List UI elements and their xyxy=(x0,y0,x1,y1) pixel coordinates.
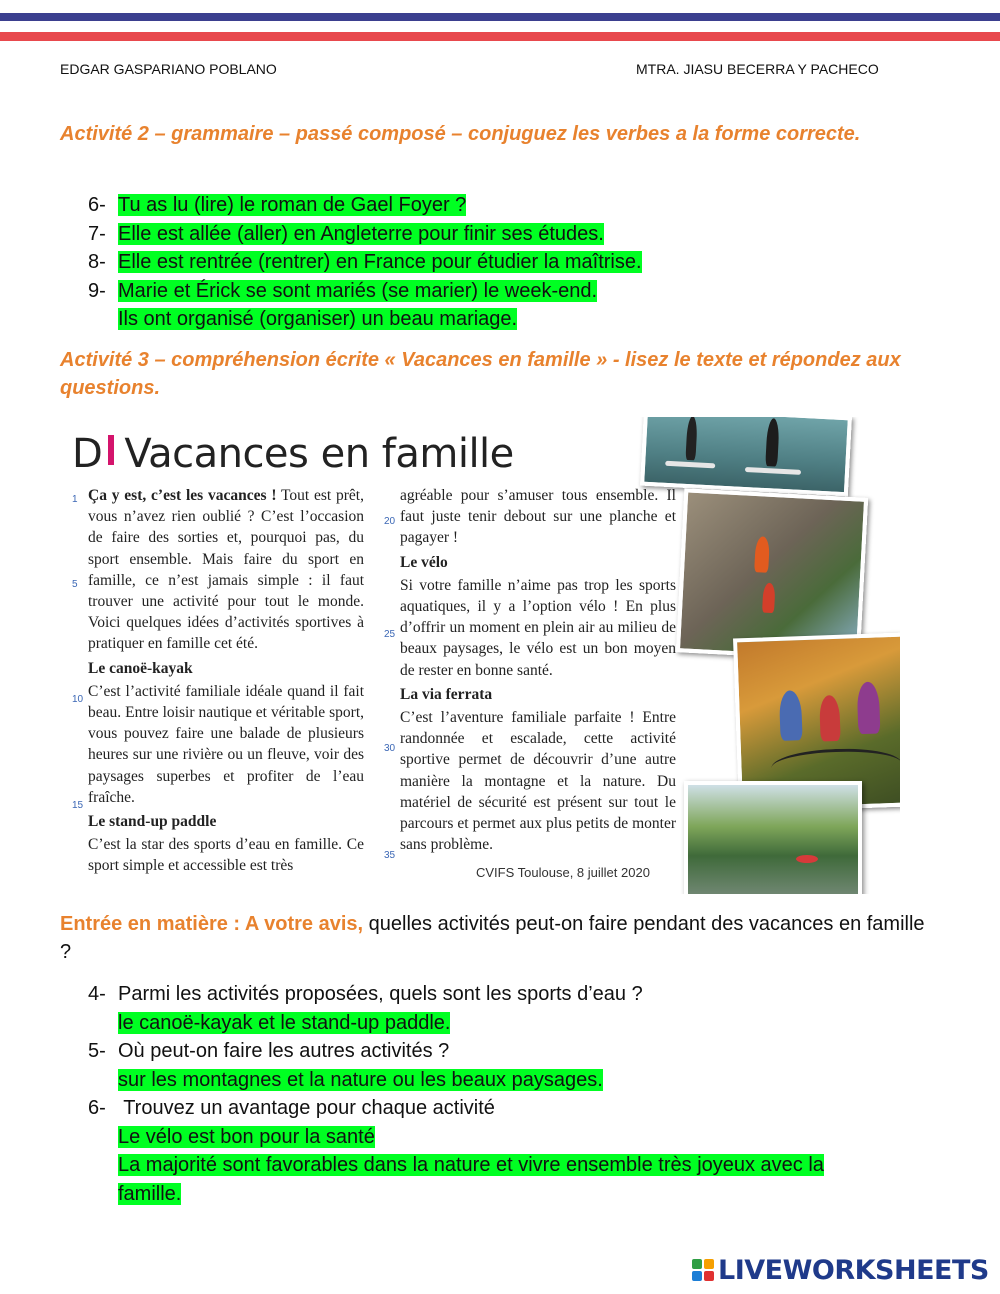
list-item: 8- Elle est rentrée (rentrer) en France pour étudier la maîtrise. xyxy=(88,251,642,273)
list-item: 6- Tu as lu (lire) le roman de Gael Foyer ? xyxy=(88,194,467,216)
list-item: 7- Elle est allée (aller) en Angleterre pour finir ses études. xyxy=(88,222,604,245)
list-item: 9- Marie et Érick se sont mariés (se marier) le week-end. xyxy=(88,279,598,302)
answer-highlight[interactable]: famille. xyxy=(118,1182,182,1205)
answer-line xyxy=(88,1151,968,1180)
answer-highlight[interactable]: le canoë-kayak et le stand-up paddle. xyxy=(118,1011,451,1034)
answer-line xyxy=(88,1123,968,1152)
student-name: EDGAR GASPARIANO POBLANO xyxy=(60,61,277,77)
answer-line xyxy=(88,1180,968,1209)
list-item: 6- Trouvez un avantage pour chaque activité xyxy=(88,1097,495,1119)
list-item-continuation xyxy=(88,305,968,334)
paragraph-velo: Si votre famille n’aime pas trop les sports aquatiques, il y a l’option vélo ! En plus d’offrir un moment en plein air au milieu de beaux paysages, le vélo est un bon moyen de rester en bonne santé. xyxy=(400,576,676,679)
heading-paddle: Le stand-up paddle xyxy=(88,813,217,831)
answer-highlight[interactable]: Marie et Érick se sont mariés (se marier) le week-end. xyxy=(118,279,598,302)
paragraph-paddle-cont: agréable pour s’amuser tous ensemble. Il faut juste tenir debout sur une planche et pagayer ! xyxy=(400,487,676,547)
answer-highlight[interactable]: Elle est rentrée (rentrer) en France pour étudier la maîtrise. xyxy=(118,251,642,273)
activity2-list xyxy=(88,191,968,334)
article-source: CVIFS Toulouse, 8 juillet 2020 xyxy=(476,865,650,880)
article-image xyxy=(60,417,900,894)
liveworksheets-logo-text: LIVEWORKSHEETS xyxy=(718,1254,989,1286)
questions-list xyxy=(88,980,968,1208)
intro-paragraph: Ça y est, c’est les vacances ! Tout est prêt, vous n’avez rien oublié ? C’est l’occasion de faire des sorties et, pourquoi pas, du sport ensemble. Mais faire du sport en famille, ce n’est jamais simple : il faut trouver une activité pour tout le monde. Voici quelques idées d’activités sportives à pratiquer en famille cet été. xyxy=(88,487,364,653)
flag-stripe-red xyxy=(0,32,1000,41)
paragraph-via-ferrata: C’est l’aventure familiale parfaite ! Entre randonnée et escalade, cette activité sportive permet de découvrir d’une autre manière la montagne et la nature. Du matériel de sécurité est présent sur tout le parcours et permet aux plus petits de monter sans problème. xyxy=(400,709,676,854)
answer-highlight[interactable]: Le vélo est bon pour la santé xyxy=(118,1125,375,1148)
title-bar-icon xyxy=(108,435,114,465)
answer-highlight[interactable]: sur les montagnes et la nature ou les beaux paysages. xyxy=(118,1068,603,1091)
activity2-title: Activité 2 – grammaire – passé composé – conjuguez les verbes a la forme correcte. xyxy=(60,123,861,145)
flag-stripe-blue xyxy=(0,13,1000,21)
list-item: 5- Où peut-on faire les autres activités ? xyxy=(88,1040,450,1062)
list-item: 4- Parmi les activités proposées, quels sont les sports d’eau ? xyxy=(88,983,643,1005)
warmup-question: Entrée en matière : A votre avis, quelles activités peut-on faire pendant des vacances en famille ? xyxy=(60,913,925,963)
heading-velo: Le vélo xyxy=(400,553,448,571)
heading-canoe: Le canoë-kayak xyxy=(88,659,193,677)
paragraph-canoe: C’est l’activité familiale idéale quand il fait beau. Entre loisir nautique et véritable sport, vous pouvez faire une balade de plusieurs heures sur une rivière ou un fleuve, voir des paysages superbes et profiter de l’eau fraîche. xyxy=(88,682,364,806)
activity3-title: Activité 3 – compréhension écrite « Vacances en famille » - lisez le texte et répondez aux questions. xyxy=(60,349,901,399)
teacher-name: MTRA. JIASU BECERRA Y PACHECO xyxy=(636,61,879,77)
article-column-right: 20 25 30 35 agréable pour s’amuser tous ensemble. Il faut juste tenir debout sur une planche et pagayer ! Le vélo Si votre famille n’aime pas trop les sports aquatiques, il y a l’option vélo ! En plus d’offrir un moment en plein air au milieu de beaux paysages, le vélo est un bon moyen de rester en bonne santé. La via ferrata C’est l’aventure familiale parfaite ! Entre randonnée et escalade, cette activité sportive permet de découvrir d’une autre manière la montagne et la nature. Du matériel de sécurité est présent sur tout le parcours et permet aux plus petits de monter sans problème. xyxy=(384,487,676,861)
article-title: D Vacances en famille xyxy=(72,431,514,477)
answer-highlight[interactable]: Tu as lu (lire) le roman de Gael Foyer ? xyxy=(118,194,467,216)
answer-line xyxy=(88,1066,968,1095)
photo-canoe xyxy=(684,781,862,894)
answer-line xyxy=(88,1009,968,1038)
answer-highlight[interactable]: Ils ont organisé (organiser) un beau mariage. xyxy=(118,308,518,330)
warmup-label: Entrée en matière : A votre avis, xyxy=(60,913,364,935)
article-column-left: 1 5 10 15 Ça y est, c’est les vacances ! Tout est prêt, vous n’avez rien oublié ? C’est l’occasion de faire des sorties et, pourquoi pas, du sport ensemble. Mais faire du sport en famille, ce n’est jamais simple : il faut trouver une activité pour tout le monde. Voici quelques idées d’activités sportives à pratiquer en famille cet été. Le canoë-kayak C’est l’activité familiale idéale quand il fait beau. Entre loisir nautique et véritable sport, vous pouvez faire une balade de plusieurs heures sur une rivière ou un fleuve, voir des paysages superbes et profiter de l’eau fraîche. Le stand-up paddle C’est la star des sports d’eau en famille. Ce sport simple et accessible est très xyxy=(88,485,364,877)
answer-highlight[interactable]: Elle est allée (aller) en Angleterre pour finir ses études. xyxy=(118,222,604,245)
liveworksheets-logo[interactable] xyxy=(692,1255,989,1285)
paragraph-paddle: C’est la star des sports d’eau en famille. Ce sport simple et accessible est très xyxy=(88,836,364,875)
photo-paddle xyxy=(640,417,852,496)
liveworksheets-logo-icon xyxy=(692,1259,714,1281)
answer-highlight[interactable]: La majorité sont favorables dans la nature et vivre ensemble très joyeux avec la xyxy=(118,1154,824,1176)
heading-via-ferrata: La via ferrata xyxy=(400,685,493,703)
